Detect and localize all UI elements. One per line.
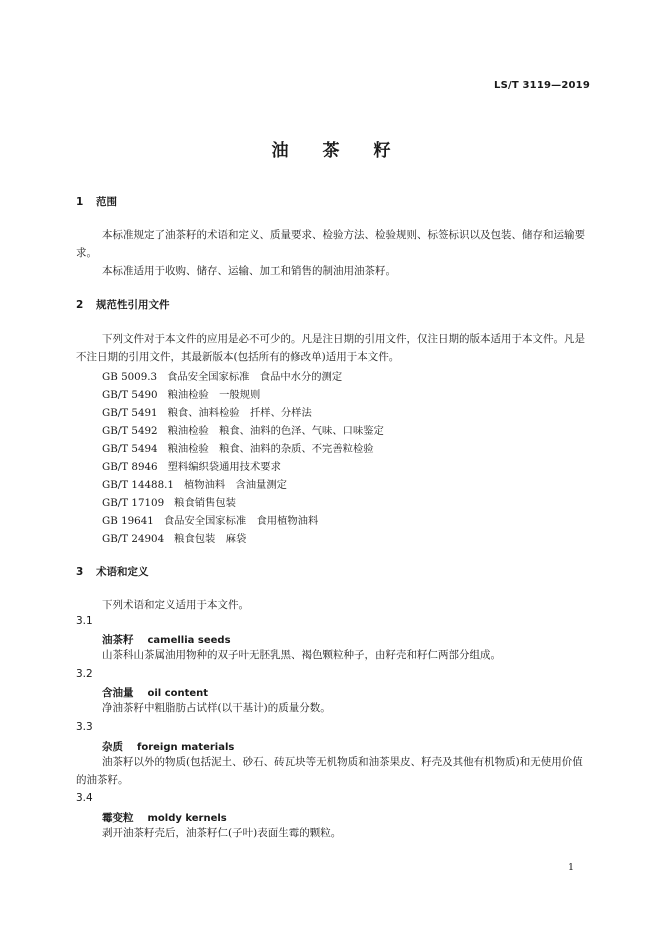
reference-code: GB/T 17109 [102,497,165,509]
term-heading [102,685,208,700]
section-heading-scope [76,194,117,209]
section-number: 2 [76,299,84,311]
section-heading-references [76,297,170,312]
section-number: 1 [76,196,84,208]
references-intro: 下列文件对于本文件的应用是必不可少的。凡是注日期的引用文件，仅注日期的版本适用于本文件。凡是不注日期的引用文件，其最新版本(包括所有的修改单)适用于本文件。 [76,333,585,363]
term-definition: 山茶科山茶属油用物种的双子叶无胚乳黑、褐色颗粒种子，由籽壳和籽仁两部分组成。 [102,649,501,661]
section-title: 规范性引用文件 [96,299,170,311]
term-zh: 霉变粒 [102,812,134,824]
reference-item [102,530,246,545]
reference-title: 粮食包装 麻袋 [174,533,247,545]
reference-title: 粮油检验 一般规则 [167,389,261,401]
reference-title: 粮油检验 粮食、油料的杂质、不完善粒检验 [167,443,374,455]
reference-title: 粮食、油料检验 扦样、分样法 [167,407,312,419]
section-heading-terms [76,564,149,579]
reference-title: 粮食销售包装 [174,497,236,509]
term-en: moldy kernels [147,813,227,824]
term-zh: 含油量 [102,687,134,699]
reference-item [102,494,236,509]
reference-code: GB/T 5492 [102,425,158,437]
term-heading [102,810,227,825]
term-definition: 净油茶籽中粗脂肪占试样(以干基计)的质量分数。 [102,702,331,714]
term-en: oil content [147,688,209,699]
section-title: 范围 [96,196,117,208]
term-definition: 油茶籽以外的物质(包括泥土、砂石、砖瓦块等无机物质和油茶果皮、籽壳及其他有机物质)和无使用价值的油茶籽。 [76,756,583,786]
reference-code: GB/T 24904 [102,533,165,545]
reference-code: GB/T 5490 [102,389,158,401]
page-number: 1 [567,862,574,873]
reference-title: 粮油检验 粮食、油料的色泽、气味、口味鉴定 [167,425,384,437]
scope-paragraph-1: 本标准规定了油茶籽的术语和定义、质量要求、检验方法、检验规则、标签标识以及包装、储存和运输要求。 [76,229,585,259]
reference-code: GB 19641 [102,515,154,527]
reference-item [102,368,342,383]
term-en: camellia seeds [147,635,231,646]
reference-item [102,404,312,419]
reference-item [102,440,374,455]
terms-intro: 下列术语和定义适用于本文件。 [102,599,249,611]
section-number: 3 [76,566,84,578]
reference-item [102,476,287,491]
term-number: 3.3 [76,721,93,733]
reference-code: GB/T 5491 [102,407,158,419]
term-definition: 剥开油茶籽壳后，油茶籽仁(子叶)表面生霉的颗粒。 [102,827,342,839]
reference-title: 植物油料 含油量测定 [183,479,287,491]
term-number: 3.4 [76,792,93,804]
reference-code: GB/T 14488.1 [102,479,174,491]
term-en: foreign materials [137,742,235,753]
term-number: 3.1 [76,615,93,627]
section-title: 术语和定义 [96,566,149,578]
scope-paragraph-2: 本标准适用于收购、储存、运输、加工和销售的制油用油茶籽。 [102,265,396,277]
reference-code: GB/T 8946 [102,461,158,473]
reference-title: 食品安全国家标准 食用植物油料 [163,515,319,527]
reference-item [102,386,260,401]
term-heading [102,632,231,647]
term-heading [102,739,234,754]
term-zh: 杂质 [102,741,123,753]
reference-title: 塑料编织袋通用技术要求 [167,461,281,473]
document-title: 油茶籽 [271,141,425,161]
reference-code: GB 5009.3 [102,371,158,383]
term-number: 3.2 [76,668,93,680]
reference-item [102,512,318,527]
term-zh: 油茶籽 [102,634,134,646]
reference-item [102,458,281,473]
reference-item [102,422,384,437]
reference-title: 食品安全国家标准 食品中水分的测定 [167,371,343,383]
standard-code: LS/T 3119—2019 [494,80,590,91]
reference-code: GB/T 5494 [102,443,158,455]
